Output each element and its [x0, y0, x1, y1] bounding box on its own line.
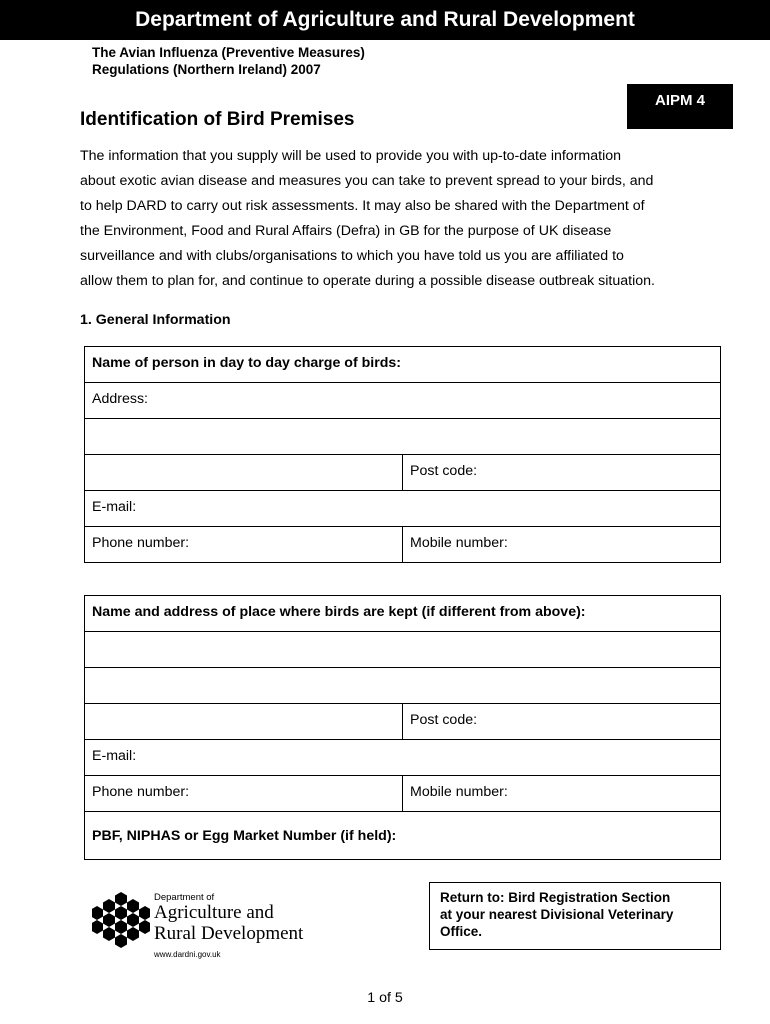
email-field[interactable]	[85, 491, 721, 527]
intro-line: the Environment, Food and Rural Affairs (Defra) in GB for the purpose of UK disease	[80, 223, 612, 239]
regulation-line-2: Regulations (Northern Ireland) 2007	[92, 62, 321, 77]
address-line-3-field[interactable]	[85, 455, 403, 491]
address-line-2-field[interactable]	[85, 419, 721, 455]
postcode-label: Post code:	[410, 463, 478, 479]
address-field[interactable]	[85, 383, 721, 419]
intro-line: about exotic avian disease and measures you can take to prevent spread to your birds, and	[80, 173, 654, 189]
market-number-label: PBF, NIPHAS or Egg Market Number (if held):	[92, 828, 397, 844]
page-number: 1 of 5	[367, 990, 403, 1006]
place-email-field[interactable]	[85, 740, 721, 776]
mobile-label: Mobile number:	[410, 535, 508, 551]
person-in-charge-field[interactable]	[85, 347, 721, 383]
return-address-box	[429, 882, 721, 950]
return-line-1: Return to: Bird Registration Section	[440, 890, 671, 905]
department-title: Department of Agriculture and Rural Development	[135, 8, 635, 31]
phone-label: Phone number:	[92, 535, 190, 551]
phone-field[interactable]	[85, 527, 403, 563]
logo-wordmark	[154, 902, 303, 944]
place-address-line-3-field[interactable]	[85, 668, 721, 704]
person-in-charge-label: Name of person in day to day charge of birds:	[92, 355, 402, 371]
section-general-information-heading: 1. General Information	[80, 312, 231, 328]
market-number-field[interactable]	[85, 812, 721, 860]
place-name-address-field[interactable]	[85, 596, 721, 632]
regulation-line-1: The Avian Influenza (Preventive Measures)	[92, 45, 365, 60]
dard-logo	[92, 890, 332, 962]
intro-line: The information that you supply will be used to provide you with up-to-date information	[80, 148, 621, 164]
intro-paragraph	[80, 144, 730, 294]
logo-department-of: Department of	[154, 892, 215, 903]
return-line-2: at your nearest Divisional Veterinary	[440, 907, 674, 922]
logo-url: www.dardni.gov.uk	[154, 950, 221, 959]
place-email-label: E-mail:	[92, 748, 137, 764]
intro-line: surveillance and with clubs/organisations to which you have told us you are affiliated to	[80, 248, 624, 264]
mobile-field[interactable]	[403, 527, 721, 563]
page-title: Identification of Bird Premises	[80, 109, 355, 130]
logo-line-1: Agriculture and	[154, 902, 274, 923]
return-line-3: Office.	[440, 924, 483, 939]
form-code-badge	[627, 84, 733, 129]
form-code-label: AIPM 4	[654, 92, 705, 109]
place-address-line-2-field[interactable]	[85, 632, 721, 668]
intro-line: allow them to plan for, and continue to operate during a possible disease outbreak situation.	[80, 273, 655, 289]
place-name-address-label: Name and address of place where birds are kept (if different from above):	[92, 604, 586, 620]
place-phone-label: Phone number:	[92, 784, 190, 800]
email-label: E-mail:	[92, 499, 137, 515]
logo-line-2: Rural Development	[154, 923, 304, 944]
intro-line: to help DARD to carry out risk assessments. It may also be shared with the Department of	[80, 198, 645, 214]
regulation-title	[92, 44, 365, 78]
postcode-field[interactable]	[403, 455, 721, 491]
place-address-line-4-field[interactable]	[85, 704, 403, 740]
place-postcode-label: Post code:	[410, 712, 478, 728]
address-label: Address:	[92, 391, 148, 407]
general-information-table	[84, 346, 721, 563]
bird-premises-table	[84, 595, 721, 860]
place-mobile-field[interactable]	[403, 776, 721, 812]
hexagon-emblem-icon	[92, 890, 150, 954]
place-phone-field[interactable]	[85, 776, 403, 812]
place-mobile-label: Mobile number:	[410, 784, 508, 800]
department-header	[0, 0, 770, 40]
place-postcode-field[interactable]	[403, 704, 721, 740]
